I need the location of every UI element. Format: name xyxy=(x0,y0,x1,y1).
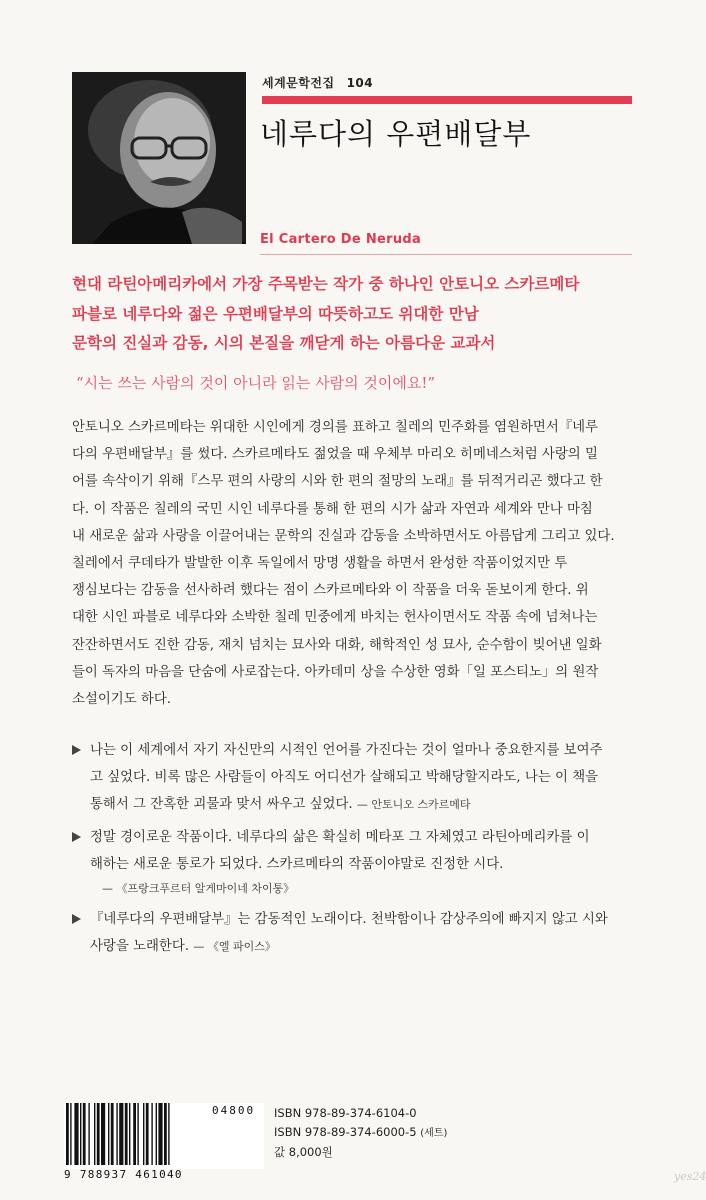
review-item xyxy=(72,824,642,900)
review-line: 정말 경이로운 작품이다. 네루다의 삶은 확실히 메타포 그 자체였고 라틴아메리카를 이 xyxy=(90,830,590,845)
highlight-block xyxy=(72,270,652,359)
original-title: El Cartero De Neruda xyxy=(260,232,422,247)
isbn-set-label: (세트) xyxy=(420,1128,448,1139)
review-item xyxy=(72,737,642,818)
pull-quote: “시는 쓰는 사람의 것이 아니라 읽는 사람의 것이에요!” xyxy=(76,374,436,392)
highlight-line: 파블로 네루다와 젊은 우편배달부의 따뜻하고도 위대한 만남 xyxy=(72,304,479,323)
review-item xyxy=(72,906,642,960)
review-line: 통해서 그 잔혹한 괴물과 맞서 싸우고 싶었다. xyxy=(90,797,353,812)
highlight-line: 현대 라틴아메리카에서 가장 주목받는 작가 중 하나인 안토니오 스카르메타 xyxy=(72,275,580,293)
book-title: 네루다의 우편배달부 xyxy=(260,117,532,151)
divider xyxy=(260,254,632,255)
description-line: 소설이기도 하다. xyxy=(72,692,172,708)
description-line: 다의 우편배달부』를 썼다. 스카르메타도 젊었을 때 우체부 마리오 히메네스처럼 사랑의 밀 xyxy=(72,447,598,463)
description-line: 쟁심보다는 감동을 선사하려 했다는 점이 스카르메타와 이 작품을 더욱 돋보이게 한다. 위 xyxy=(72,583,589,599)
description-line: 대한 시인 파블로 네루다와 소박한 칠레 민중에게 바치는 헌사이면서도 작품 속에 넘쳐나는 xyxy=(72,610,598,626)
review-source: — 《엘 파이스》 xyxy=(193,940,276,953)
review-line: 나는 이 세계에서 자기 자신만의 시적인 언어를 가진다는 것이 얼마나 중요한지를 보여주 xyxy=(90,743,603,758)
description-line: 잔잔하면서도 진한 감동, 재치 넘치는 묘사와 대화, 해학적인 성 묘사, 순수함이 빚어낸 일화 xyxy=(72,637,602,653)
review-list xyxy=(72,737,642,966)
review-line: 『네루다의 우편배달부』는 감동적인 노래이다. 천박함이나 감상주의에 빠지지 않고 시와 xyxy=(90,912,608,927)
isbn-line: ISBN 978-89-374-6104-0 xyxy=(274,1106,417,1120)
barcode-addon: 04800 xyxy=(212,1104,256,1117)
description-line: 내 새로운 삶과 사랑을 이끌어내는 문학의 진실과 감동을 소박하면서도 아름답게 그리고 있다. xyxy=(72,528,615,544)
triangle-bullet-icon xyxy=(72,914,81,924)
isbn-line: ISBN 978-89-374-6000-5 xyxy=(274,1125,417,1139)
triangle-bullet-icon xyxy=(72,745,81,755)
description-line: 들이 독자의 마음을 단숨에 사로잡는다. 아카데미 상을 수상한 영화「일 포스티노」의 원작 xyxy=(72,664,599,680)
review-source: — 《프랑크푸르터 알게마이네 차이퉁》 xyxy=(102,882,295,895)
review-line: 사랑을 노래한다. xyxy=(90,939,190,954)
series-label xyxy=(262,74,632,91)
review-line: 해하는 새로운 통로가 되었다. 스카르메타의 작품이야말로 진정한 시다. xyxy=(90,857,504,872)
barcode-digits: 9 788937 461040 xyxy=(64,1168,183,1181)
description-line: 다. 이 작품은 칠레의 국민 시인 네루다를 통해 한 편의 시가 삶과 자연과 세계와 만나 마침 xyxy=(72,501,593,517)
description xyxy=(72,414,638,713)
author-photo xyxy=(72,72,246,244)
triangle-bullet-icon xyxy=(72,832,81,842)
title-rule xyxy=(262,96,632,104)
description-line: 어를 속삭이기 위해『스무 편의 사랑의 시와 한 편의 절망의 노래』를 뒤적거리곤 했다고 한 xyxy=(72,474,603,490)
series-name: 세계문학전집 xyxy=(262,76,335,90)
isbn-block xyxy=(274,1104,447,1162)
price: 값 8,000원 xyxy=(274,1145,333,1159)
description-line: 안토니오 스카르메타는 위대한 시인에게 경의를 표하고 칠레의 민주화를 염원하면서『네루 xyxy=(72,420,599,435)
description-line: 칠레에서 쿠데타가 발발한 이후 독일에서 망명 생활을 하면서 완성한 작품이었지만 투 xyxy=(72,556,568,572)
review-source: — 안토니오 스카르메타 xyxy=(356,798,471,811)
series-number: 104 xyxy=(346,76,374,90)
watermark: yes24 xyxy=(674,1170,706,1183)
review-line: 고 싶었다. 비록 많은 사람들이 아직도 어디선가 살해되고 박해당할지라도, 나는 이 책을 xyxy=(90,770,599,785)
highlight-line: 문학의 진실과 감동, 시의 본질을 깨닫게 하는 아름다운 교과서 xyxy=(72,334,496,352)
